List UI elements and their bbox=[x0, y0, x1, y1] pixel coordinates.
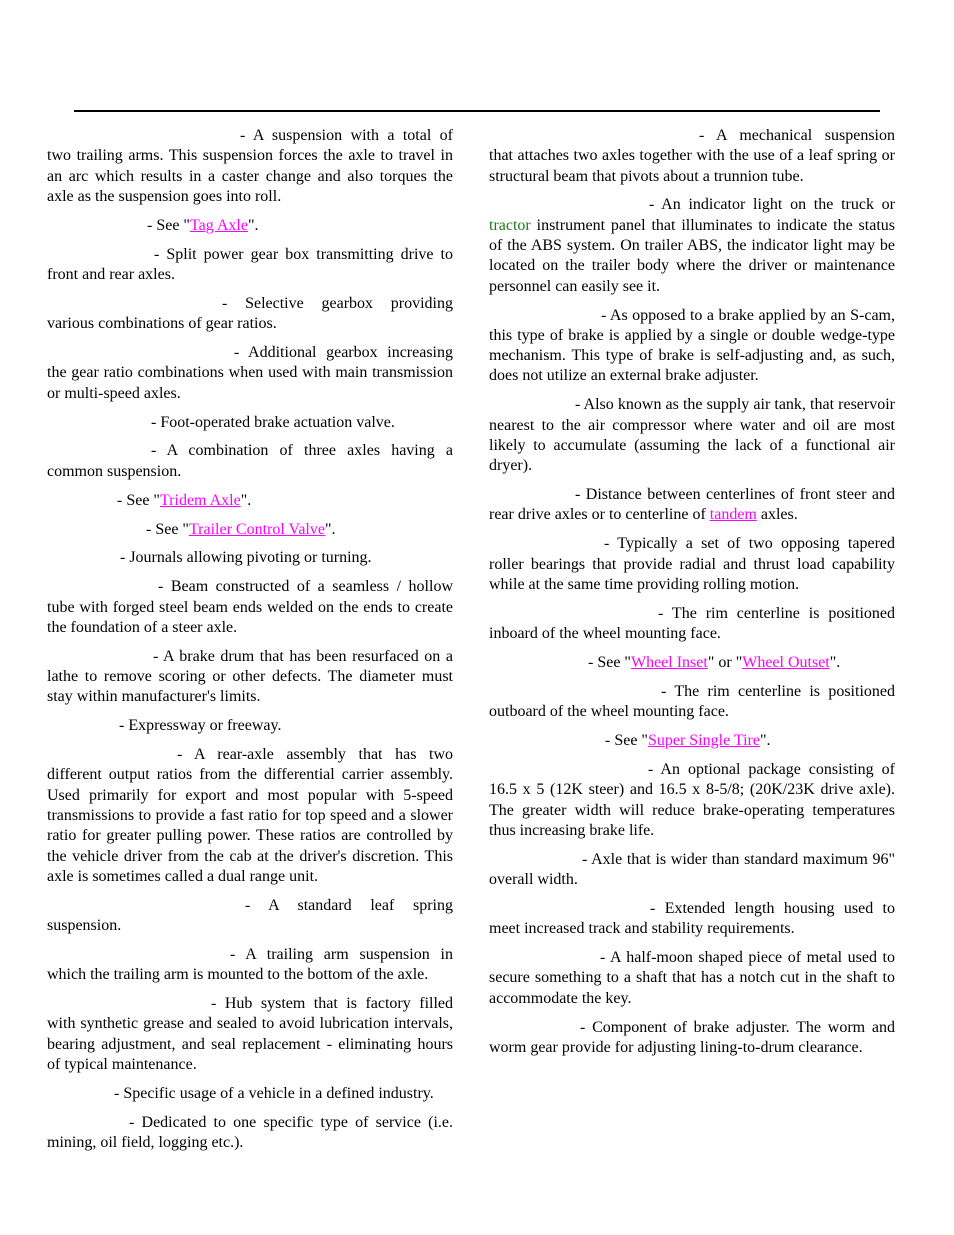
glossary-left-column bbox=[47, 126, 453, 1162]
hidden-term-space bbox=[489, 863, 582, 864]
definition-text: - A mechanical suspension that attaches two axles together with the use of a leaf spring or structural beam that pivots about a trunnion tube. bbox=[489, 127, 895, 185]
glossary-entry bbox=[489, 682, 895, 723]
hidden-term-space bbox=[489, 319, 601, 320]
hidden-term-space bbox=[489, 773, 648, 774]
definition-text: - A standard leaf spring suspension. bbox=[47, 896, 453, 935]
definition-text: - Dedicated to one specific type of service (i.e. mining, oil field, logging etc.). bbox=[47, 1113, 453, 1152]
definition-text: - See " bbox=[605, 732, 648, 750]
hidden-term-space bbox=[47, 139, 240, 140]
highlighted-term: tractor bbox=[489, 216, 531, 234]
hidden-term-space bbox=[47, 426, 151, 427]
cross-reference-link[interactable]: Wheel Inset bbox=[630, 653, 708, 671]
cross-reference-link[interactable]: Tridem Axle bbox=[159, 491, 241, 509]
glossary-entry bbox=[47, 245, 453, 286]
definition-text: - Additional gearbox increasing the gear ratio combinations when used with main transmission or multi-speed axles. bbox=[47, 344, 453, 402]
hidden-term-space bbox=[489, 498, 575, 499]
definition-text: - Typically a set of two opposing tapered roller bearings that provide radial and thrust load capability while at the same time providing rolling motion. bbox=[489, 535, 895, 593]
definition-text: - See " bbox=[146, 520, 189, 538]
hidden-term-space bbox=[47, 229, 147, 230]
definition-text: - A rear-axle assembly that has two different output ratios from the differential carrier assembly. Used primarily for export and most popular with 5-speed transmissions to provide a fast ratio for top speed and a slower ratio for greater pulling power. These ratios are controlled by the vehicle driver from the cab at the driver's discretion. This axle is sometimes called a dual range unit. bbox=[47, 746, 453, 885]
hidden-term-space bbox=[489, 666, 588, 667]
glossary-entry bbox=[489, 485, 895, 526]
hidden-term-space bbox=[47, 660, 153, 661]
hidden-term-space bbox=[489, 695, 661, 696]
hidden-term-space bbox=[489, 912, 650, 913]
definition-text: - Expressway or freeway. bbox=[119, 717, 282, 735]
hidden-term-space bbox=[47, 1007, 211, 1008]
glossary-entry bbox=[489, 731, 895, 751]
glossary-entry bbox=[47, 647, 453, 708]
glossary-entry bbox=[489, 195, 895, 296]
glossary-entry bbox=[47, 520, 453, 540]
glossary-entry bbox=[47, 896, 453, 937]
hidden-term-space bbox=[47, 729, 119, 730]
hidden-term-space bbox=[47, 258, 154, 259]
hidden-term-space bbox=[489, 744, 605, 745]
hidden-term-space bbox=[489, 547, 604, 548]
glossary-entry bbox=[47, 294, 453, 335]
glossary-entry bbox=[489, 948, 895, 1009]
hidden-term-space bbox=[489, 408, 575, 409]
glossary-entry bbox=[47, 1113, 453, 1154]
glossary-entry bbox=[489, 1018, 895, 1059]
definition-text: " or " bbox=[707, 653, 743, 671]
hidden-term-space bbox=[489, 139, 699, 140]
hidden-term-space bbox=[489, 961, 600, 962]
definition-text: ". bbox=[324, 520, 336, 538]
glossary-entry bbox=[47, 413, 453, 433]
hidden-term-space bbox=[47, 356, 234, 357]
definition-text: - The rim centerline is positioned outboard of the wheel mounting face. bbox=[489, 682, 895, 721]
hidden-term-space bbox=[47, 561, 120, 562]
hidden-term-space bbox=[47, 504, 117, 505]
definition-text: - Extended length housing used to meet increased track and stability requirements. bbox=[489, 899, 895, 938]
glossary-entry bbox=[47, 216, 453, 236]
glossary-right-column bbox=[489, 126, 895, 1067]
hidden-term-space bbox=[489, 1031, 580, 1032]
hidden-term-space bbox=[489, 617, 658, 618]
definition-text: - Journals allowing pivoting or turning. bbox=[120, 549, 372, 567]
glossary-entry bbox=[47, 548, 453, 568]
glossary-entry bbox=[489, 534, 895, 595]
hidden-term-space bbox=[47, 307, 222, 308]
header-rule bbox=[74, 110, 880, 112]
glossary-entry bbox=[489, 604, 895, 645]
hidden-term-space bbox=[47, 1126, 129, 1127]
glossary-entry bbox=[489, 850, 895, 891]
glossary-entry bbox=[47, 945, 453, 986]
definition-text: - Split power gear box transmitting drive to front and rear axles. bbox=[47, 245, 453, 283]
definition-text: - Selective gearbox providing various combinations of gear ratios. bbox=[47, 294, 453, 333]
definition-text: - Also known as the supply air tank, that reservoir nearest to the air compressor where water and oil are most likely to accumulate (assuming the lack of a functional air dryer). bbox=[489, 396, 895, 475]
definition-text: ". bbox=[247, 216, 259, 234]
definition-text: - Hub system that is factory filled with synthetic grease and sealed to avoid lubrication intervals, bearing adjustment, and seal replacement - eliminating hours of typical maintenance. bbox=[47, 995, 453, 1074]
cross-reference-link[interactable]: Trailer Control Valve bbox=[188, 520, 325, 538]
glossary-entry bbox=[47, 1084, 453, 1104]
definition-text: - A brake drum that has been resurfaced on a lathe to remove scoring or other defects. The diameter must stay within manufacturer's limits. bbox=[47, 647, 453, 706]
glossary-entry bbox=[47, 441, 453, 482]
definition-text: - A suspension with a total of two trailing arms. This suspension forces the axle to travel in an arc which results in a caster change and also torques the axle as the suspension goes into roll. bbox=[47, 127, 453, 205]
definition-text: - An optional package consisting of 16.5 x 5 (12K steer) and 16.5 x 8-5/8; (20K/23K drive axle). The greater width will reduce brake-operating temperatures thus increasing brake life. bbox=[489, 760, 895, 839]
glossary-entry bbox=[47, 577, 453, 638]
definition-text: ". bbox=[829, 653, 841, 671]
definition-text: - Distance between centerlines of front steer and rear drive axles or to centerline of bbox=[489, 486, 895, 524]
definition-text: axles. bbox=[756, 506, 798, 524]
definition-text: - A half-moon shaped piece of metal used to secure something to a shaft that has a notch cut in the shaft to accommodate the key. bbox=[489, 949, 895, 1007]
hidden-term-space bbox=[489, 208, 649, 209]
definition-text: - Beam constructed of a seamless / hollow tube with forged steel beam ends welded on the ends to create the foundation of a steer axle. bbox=[47, 578, 453, 636]
glossary-entry bbox=[489, 760, 895, 841]
glossary-entry bbox=[47, 745, 453, 887]
definition-text: - As opposed to a brake applied by an S-cam, this type of brake is applied by a single or double wedge-type mechanism. This type of brake is self-adjusting and, as such, does not utilize an external brake adjuster. bbox=[489, 306, 895, 385]
glossary-entry bbox=[47, 491, 453, 511]
hidden-term-space bbox=[47, 1097, 114, 1098]
glossary-entry bbox=[47, 126, 453, 207]
definition-text: - See " bbox=[117, 491, 160, 509]
definition-text: - See " bbox=[588, 653, 631, 671]
glossary-entry bbox=[47, 716, 453, 736]
hidden-term-space bbox=[47, 454, 151, 455]
hidden-term-space bbox=[47, 590, 158, 591]
glossary-entry bbox=[47, 994, 453, 1075]
cross-reference-link[interactable]: Super Single Tire bbox=[647, 732, 760, 750]
cross-reference-link[interactable]: Wheel Outset bbox=[742, 653, 830, 671]
definition-text: - Specific usage of a vehicle in a defined industry. bbox=[114, 1084, 434, 1102]
definition-text: - A trailing arm suspension in which the trailing arm is mounted to the bottom of the axle. bbox=[47, 946, 453, 984]
definition-text: instrument panel that illuminates to indicate the status of the ABS system. On trailer ABS, the indicator light may be located on the trailer body where the driver or maintenance personnel can easily see it. bbox=[489, 216, 895, 295]
glossary-entry bbox=[489, 126, 895, 187]
definition-text: - Component of brake adjuster. The worm and worm gear provide for adjusting lining-to-drum clearance. bbox=[489, 1018, 895, 1056]
definition-text: ". bbox=[759, 732, 771, 750]
definition-text: - See " bbox=[147, 216, 190, 234]
definition-text: - An indicator light on the truck or bbox=[649, 196, 895, 214]
hidden-term-space bbox=[47, 533, 146, 534]
hidden-term-space bbox=[47, 758, 177, 759]
glossary-entry bbox=[47, 343, 453, 404]
definition-text: ". bbox=[240, 491, 252, 509]
glossary-entry bbox=[489, 899, 895, 940]
glossary-entry bbox=[489, 653, 895, 673]
cross-reference-link[interactable]: tandem bbox=[709, 506, 757, 524]
definition-text: - A combination of three axles having a common suspension. bbox=[47, 442, 453, 480]
glossary-entry bbox=[489, 306, 895, 387]
definition-text: - Foot-operated brake actuation valve. bbox=[151, 413, 395, 431]
definition-text: - The rim centerline is positioned inboard of the wheel mounting face. bbox=[489, 604, 895, 643]
hidden-term-space bbox=[47, 909, 245, 910]
cross-reference-link[interactable]: Tag Axle bbox=[189, 216, 248, 234]
definition-text: - Axle that is wider than standard maximum 96" overall width. bbox=[489, 850, 895, 889]
glossary-entry bbox=[489, 395, 895, 476]
hidden-term-space bbox=[47, 958, 230, 959]
